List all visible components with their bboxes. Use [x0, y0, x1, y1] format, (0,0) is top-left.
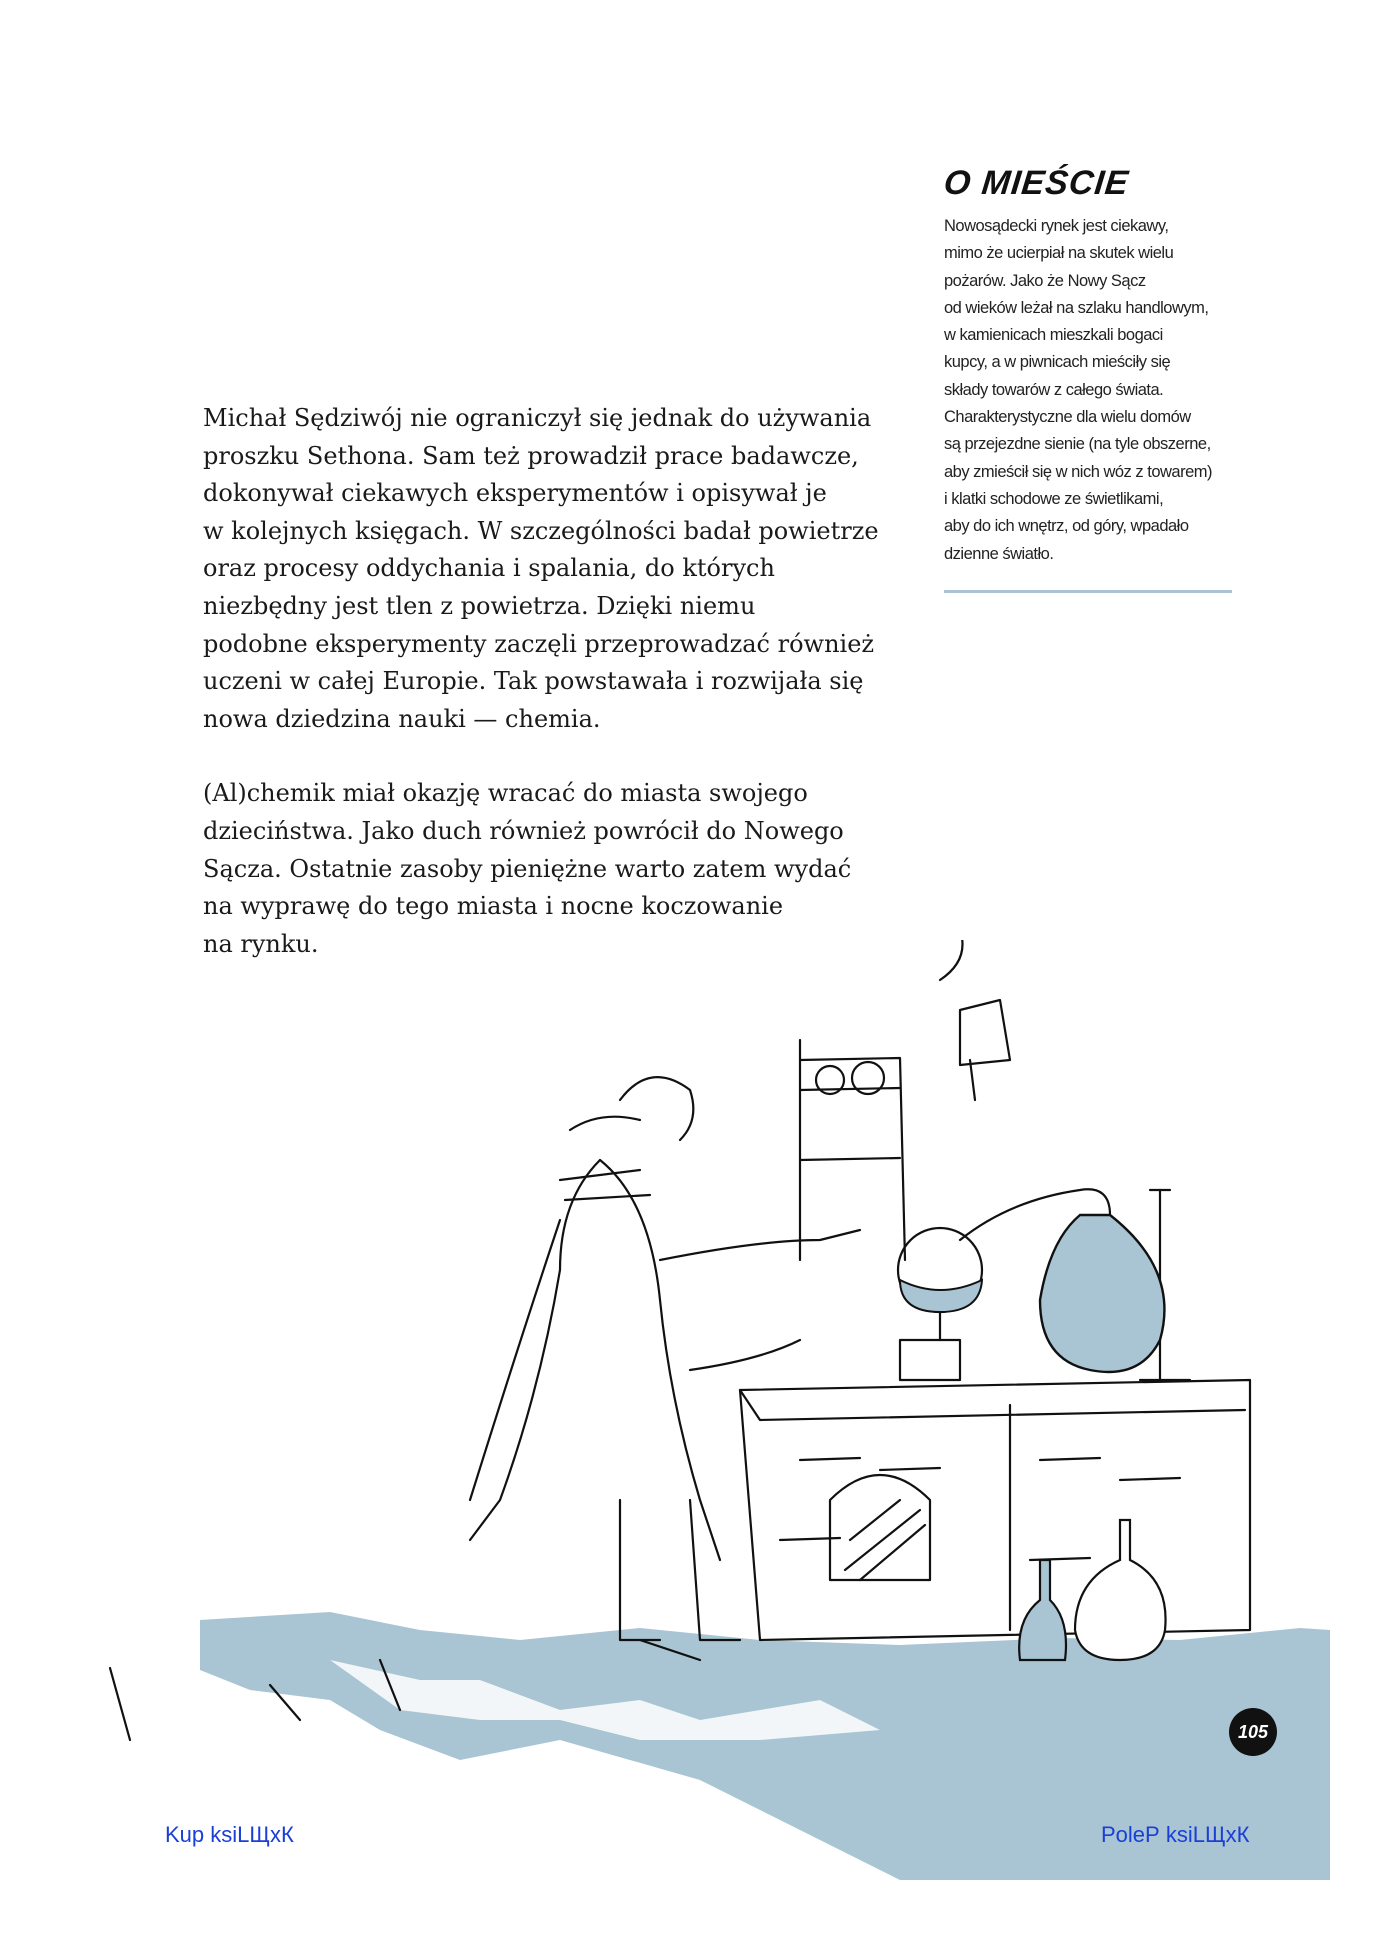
text-line: w kolejnych księgach. W szczególności badał powietrze: [203, 516, 879, 545]
sidebar-line: kupcy, a w piwnicach mieściły się: [944, 353, 1171, 372]
page-number: 105: [1229, 1708, 1277, 1756]
paragraph-2: [203, 775, 923, 963]
floor-bottle-blue: [1019, 1560, 1066, 1660]
paragraph-1: [203, 400, 923, 738]
text-line: podobne eksperymenty zaczęli przeprowadzać również: [203, 629, 875, 658]
text-line: Michał Sędziwój nie ograniczył się jednak do używania: [203, 404, 872, 432]
flask-liquid: [900, 1280, 982, 1312]
text-line: dokonywał ciekawych eksperymentów i opisywał je: [203, 479, 827, 508]
floor-bottle: [1075, 1520, 1166, 1660]
text-line: uczeni w całej Europie. Tak powstawała i rozwijała się: [203, 667, 864, 696]
alchemist-illustration: [0, 940, 1400, 1939]
text-line: niezbędny jest tlen z powietrza. Dzięki niemu: [203, 591, 756, 620]
sidebar-line: Nowosądecki rynek jest ciekawy,: [944, 217, 1169, 235]
sidebar-line: od wieków leżał na szlaku handlowym,: [944, 298, 1209, 317]
sidebar-text: [944, 213, 1232, 568]
sidebar-line: i klatki schodowe ze świetlikami,: [944, 489, 1164, 508]
text-line: oraz procesy oddychania i spalania, do których: [203, 554, 775, 583]
text-line: Sącza. Ostatnie zasoby pieniężne warto zatem wydać: [203, 854, 852, 883]
text-line: dzieciństwa. Jako duch również powrócił do Nowego: [203, 816, 844, 845]
sidebar-line: składy towarów z całego świata.: [944, 380, 1164, 399]
main-text: [203, 400, 923, 963]
sidebar-line: mimo że ucierpiał na skutek wielu: [944, 244, 1174, 263]
receiver-flask: [1040, 1215, 1164, 1372]
text-line: (Al)chemik miał okazję wracać do miasta swojego: [203, 779, 808, 808]
text-line: proszku Sethona. Sam też prowadził prace badawcze,: [203, 441, 859, 470]
text-line: nowa dziedzina nauki — chemia.: [203, 704, 601, 733]
text-line: na rynku.: [203, 929, 319, 958]
sidebar-line: dzienne światło.: [944, 544, 1054, 563]
sidebar-title: O MIEŚCIE: [942, 164, 1131, 202]
sidebar-line: aby zmieścił się w nich wóz z towarem): [944, 462, 1212, 481]
sidebar-line: Charakterystyczne dla wielu domów: [944, 408, 1191, 427]
sidebar-line: pożarów. Jako że Nowy Sącz: [944, 271, 1146, 290]
buy-book-link[interactable]: Kup ksiLЩxК: [165, 1822, 294, 1847]
sidebar-line: w kamienicach mieszkali bogaci: [944, 326, 1163, 345]
sidebar-line: aby do ich wnętrz, od góry, wpadało: [944, 517, 1189, 536]
text-line: na wyprawę do tego miasta i nocne koczowanie: [203, 892, 784, 921]
sidebar-line: są przejezdne sienie (na tyle obszerne,: [944, 435, 1211, 454]
recommend-book-link[interactable]: PoleР ksiLЩxК: [1101, 1822, 1250, 1847]
sidebar-box: [944, 164, 1232, 593]
